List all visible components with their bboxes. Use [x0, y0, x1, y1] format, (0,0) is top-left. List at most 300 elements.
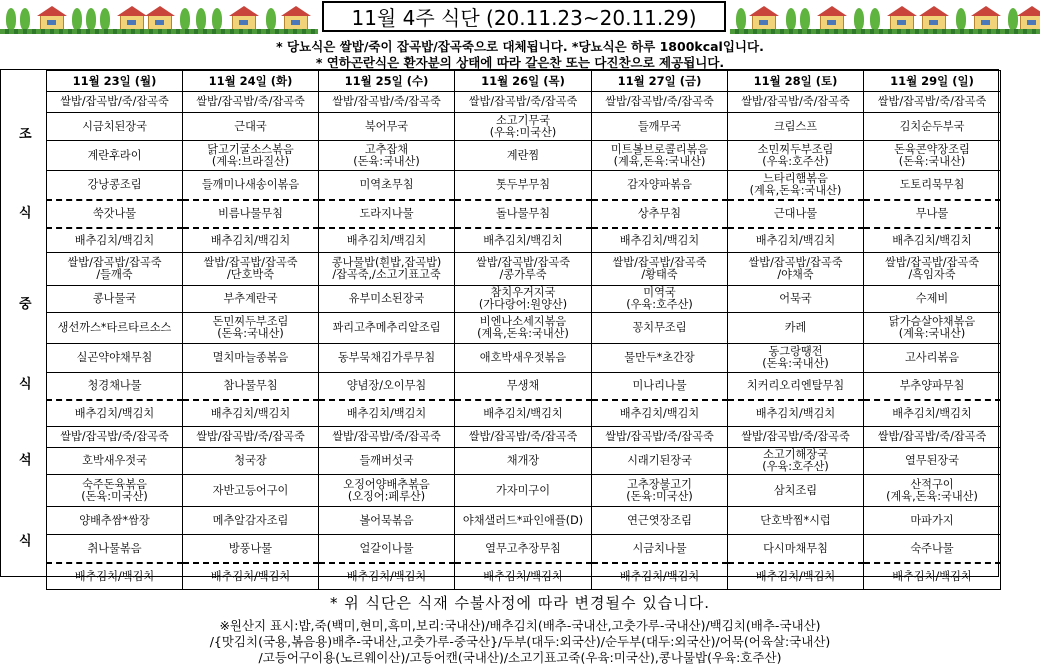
menu-item-text: 돈육콘약장조림 (돈육:국내산)	[894, 142, 970, 168]
tree-icon	[100, 8, 110, 30]
menu-item-text: 근대국	[234, 119, 267, 133]
menu-item-text: 자반고등어구이	[212, 483, 289, 497]
breakfast-row	[47, 171, 1001, 201]
menu-item-text: 마파가지	[910, 513, 954, 527]
menu-cell	[728, 507, 864, 535]
tree-icon	[266, 8, 276, 30]
menu-cell	[319, 535, 455, 564]
menu-item-text: 쌀밥/잡곡밥/잡곡죽 /콩가루죽	[476, 256, 570, 281]
menu-cell	[319, 448, 455, 475]
menu-cell	[183, 400, 319, 427]
meal-label-char: 조	[19, 127, 32, 142]
menu-item-text: 쌀밥/잡곡밥/죽/잡곡죽	[60, 95, 169, 108]
menu-item-text: 배추김치/백김치	[210, 569, 291, 583]
menu-item-text: 쑥갓나물	[92, 207, 137, 220]
menu-cell	[864, 286, 1001, 313]
menu-item-text: 쌀밥/잡곡밥/잡곡죽 /황태죽	[612, 256, 707, 281]
menu-item-text: 비엔나소세지볶음 (계육,돈육:국내산)	[477, 315, 569, 340]
menu-item-text: 산적구이 (계육,돈육:국내산)	[886, 477, 978, 503]
menu-cell	[319, 253, 455, 286]
menu-cell	[864, 141, 1001, 171]
breakfast-row	[47, 228, 1001, 253]
change-notice: * 위 식단은 식재 수불사정에 따라 변경될수 있습니다.	[330, 594, 710, 612]
menu-item-text: 양배추쌈*쌈장	[79, 513, 150, 527]
menu-cell	[183, 427, 319, 448]
menu-cell	[864, 563, 1001, 590]
menu-cell	[47, 448, 183, 475]
origin-line: ※원산지 표시:밥,죽(백미,현미,흑미,보리:국내산)/배추김치(배추-국내산,고춧가루-국내산)/백김치(배추-국내산)	[219, 618, 821, 633]
day-header: 11월 23일 (월)	[47, 71, 183, 92]
dinner-row	[47, 427, 1001, 448]
menu-cell	[728, 92, 864, 113]
menu-item-text: 다시마채무침	[763, 541, 828, 555]
menu-item-text: 수제비	[915, 292, 949, 305]
menu-cell	[183, 92, 319, 113]
menu-item-text: 쌀밥/잡곡밥/잡곡죽 /야채죽	[748, 256, 843, 281]
menu-cell	[864, 373, 1001, 401]
menu-item-text: 부추계란국	[223, 292, 278, 305]
menu-item-text: 동그랑땡전 (돈육:국내산)	[762, 345, 829, 370]
menu-cell	[592, 171, 728, 201]
menu-item-text: 참나물무침	[223, 379, 278, 392]
menu-item-text: 생선까스*타르타르소스	[57, 321, 172, 334]
menu-item-text: 닭고기굴소스볶음 (계육:브라질산)	[207, 142, 294, 168]
menu-cell	[728, 253, 864, 286]
menu-cell	[183, 535, 319, 564]
menu-cell	[319, 563, 455, 590]
menu-item-text: 볼어묵볶음	[359, 513, 414, 527]
menu-item-text: 느타리햄볶음 (계육,돈육:국내산)	[749, 172, 842, 197]
menu-cell	[728, 286, 864, 313]
menu-cell	[319, 344, 455, 373]
breakfast-row	[47, 92, 1001, 113]
menu-cell	[592, 253, 728, 286]
menu-item-text: 호박새우젓국	[82, 454, 147, 467]
menu-item-text: 크림스프	[773, 119, 818, 133]
menu-cell	[319, 113, 455, 141]
menu-item-text: 쌀밥/잡곡밥/잡곡죽 /들깨죽	[67, 256, 162, 281]
tree-icon	[854, 8, 864, 30]
menu-cell	[47, 535, 183, 564]
menu-item-text: 배추김치/백김치	[210, 233, 291, 247]
menu-item-text: 쌀밥/잡곡밥/죽/잡곡죽	[741, 95, 850, 108]
menu-cell	[592, 92, 728, 113]
menu-cell	[728, 427, 864, 448]
menu-cell	[592, 475, 728, 507]
menu-cell	[455, 475, 592, 507]
menu-cell	[728, 200, 864, 228]
menu-cell	[47, 373, 183, 401]
menu-cell	[47, 228, 183, 253]
menu-cell	[319, 200, 455, 228]
menu-item-text: 숙주나물	[910, 541, 954, 555]
menu-item-text: 도라지나물	[359, 207, 414, 220]
menu-cell	[592, 200, 728, 228]
menu-item-text: 배추김치/백김치	[74, 406, 155, 420]
tree-icon	[786, 8, 796, 30]
dinner-row	[47, 535, 1001, 564]
breakfast-row	[47, 141, 1001, 171]
lunch-label	[0, 250, 46, 418]
menu-item-text: 들깨무국	[637, 119, 682, 133]
menu-cell	[728, 448, 864, 475]
menu-cell	[455, 563, 592, 590]
tree-icon	[180, 8, 190, 30]
menu-item-text: 계란찜	[506, 148, 540, 162]
menu-item-text: 쌀밥/잡곡밥/죽/잡곡죽	[877, 430, 987, 443]
menu-item-text: 김치순두부국	[899, 119, 965, 133]
menu-item-text: 치커리오리엔탈무침	[746, 379, 845, 392]
menu-item-text: 배추김치/백김치	[619, 569, 700, 583]
menu-cell	[47, 92, 183, 113]
menu-cell	[864, 344, 1001, 373]
menu-cell	[455, 200, 592, 228]
menu-item-text: 계란후라이	[87, 148, 142, 162]
menu-item-text: 소민찌두부조림 (우육:호주산)	[757, 142, 834, 168]
menu-cell	[319, 400, 455, 427]
menu-cell	[592, 286, 728, 313]
menu-cell	[592, 427, 728, 448]
menu-item-text: 열무된장국	[904, 454, 960, 467]
menu-item-text: 배추김치/백김치	[755, 406, 836, 420]
menu-cell	[864, 313, 1001, 344]
menu-cell	[183, 448, 319, 475]
menu-cell	[183, 228, 319, 253]
menu-item-text: 유부미소된장국	[348, 292, 425, 305]
menu-cell	[183, 344, 319, 373]
menu-item-text: 배추김치/백김치	[755, 569, 836, 583]
menu-cell	[455, 171, 592, 201]
menu-cell	[728, 228, 864, 253]
menu-cell	[864, 427, 1001, 448]
menu-cell	[592, 507, 728, 535]
menu-item-text: 쌀밥/잡곡밥/잡곡죽 /흑임자죽	[885, 256, 979, 281]
menu-cell	[728, 171, 864, 201]
menu-item-text: 쌀밥/잡곡밥/죽/잡곡죽	[877, 95, 987, 108]
menu-cell	[728, 535, 864, 564]
menu-item-text: 단호박찜*시럽	[760, 513, 831, 527]
menu-item-text: 상추무침	[637, 207, 682, 220]
menu-item-text: 미역국 (우육:호주산)	[626, 286, 693, 311]
menu-cell	[864, 507, 1001, 535]
menu-cell	[455, 286, 592, 313]
menu-item-text: 콩나물국	[92, 292, 137, 305]
menu-cell	[183, 475, 319, 507]
menu-item-text: 물만두*초간장	[624, 351, 695, 364]
menu-item-text: 배추김치/백김치	[892, 233, 972, 247]
menu-cell	[864, 228, 1001, 253]
origin-line: /고등어구이용(노르웨이산)/고등어캔(국내산)/소고기표고죽(우육:미국산),콩나물밥(우육:호주산)	[258, 650, 782, 665]
menu-cell	[728, 113, 864, 141]
menu-item-text: 쌀밥/잡곡밥/죽/잡곡죽	[332, 95, 441, 108]
menu-item-text: 동부묵채김가루무침	[337, 351, 436, 364]
menu-cell	[319, 92, 455, 113]
menu-cell	[183, 141, 319, 171]
menu-cell	[864, 171, 1001, 201]
menu-item-text: 미트볼브로콜리볶음 (계육,돈육:국내산)	[610, 142, 709, 168]
menu-cell	[592, 400, 728, 427]
menu-cell	[183, 113, 319, 141]
tree-icon	[6, 8, 16, 30]
menu-item-text: 쌀밥/잡곡밥/죽/잡곡죽	[60, 430, 169, 443]
menu-item-text: 참치우거지국 (가다랑어:원양산)	[478, 286, 568, 311]
menu-item-text: 쌀밥/잡곡밥/죽/잡곡죽	[468, 95, 578, 108]
house-icon	[820, 15, 844, 30]
menu-item-text: 근대나물	[773, 207, 818, 220]
menu-cell	[319, 171, 455, 201]
menu-cell	[864, 92, 1001, 113]
menu-cell	[592, 563, 728, 590]
menu-item-text: 배추김치/백김치	[74, 569, 155, 583]
menu-item-text: 멸치마늘종볶음	[212, 351, 289, 364]
menu-item-text: 어묵국	[779, 292, 812, 305]
menu-cell	[47, 563, 183, 590]
menu-cell	[728, 563, 864, 590]
menu-item-text: 청경채나물	[87, 379, 142, 392]
header-decoration-right	[730, 0, 1040, 34]
menu-item-text: 쌀밥/잡곡밥/죽/잡곡죽	[741, 430, 850, 443]
menu-item-text: 들깨버섯국	[359, 454, 414, 467]
menu-cell	[47, 475, 183, 507]
menu-cell	[728, 141, 864, 171]
menu-cell	[864, 535, 1001, 564]
menu-item-text: 애호박새우젓볶음	[479, 351, 567, 364]
meal-label-char: 식	[19, 377, 32, 392]
tree-icon	[736, 8, 746, 30]
menu-item-text: 꽁치무조림	[632, 321, 687, 334]
menu-cell	[183, 200, 319, 228]
menu-item-text: 부추양파무침	[899, 379, 965, 392]
menu-item-text: 실곤약야채무침	[76, 351, 153, 364]
lunch-row	[47, 344, 1001, 373]
menu-item-text: 방풍나물	[228, 541, 273, 555]
header-decoration-left	[0, 0, 318, 34]
meal-label-char: 석	[19, 453, 32, 468]
menu-title: 11월 4주 식단 (20.11.23~20.11.29)	[322, 1, 726, 32]
lunch-row	[47, 313, 1001, 344]
menu-cell	[319, 373, 455, 401]
menu-item-text: 북어무국	[364, 119, 409, 133]
diabetes-notice: * 당뇨식은 쌀밥/죽이 잡곡밥/잡곡죽으로 대체됩니다. *당뇨식은 하루 1800kcal입니다.	[276, 39, 764, 54]
menu-item-text: 무나물	[915, 207, 949, 220]
house-icon	[974, 15, 998, 30]
day-header-row	[47, 71, 1001, 92]
menu-cell	[455, 253, 592, 286]
menu-cell	[319, 475, 455, 507]
menu-cell	[592, 535, 728, 564]
menu-item-text: 쌀밥/잡곡밥/죽/잡곡죽	[605, 95, 714, 108]
menu-cell	[455, 507, 592, 535]
menu-cell	[47, 286, 183, 313]
menu-item-text: 배추김치/백김치	[346, 233, 427, 247]
menu-cell	[183, 313, 319, 344]
menu-cell	[728, 400, 864, 427]
menu-item-text: 고사리볶음	[904, 351, 960, 364]
lunch-row	[47, 373, 1001, 401]
house-icon	[1020, 15, 1040, 30]
menu-item-text: 쌀밥/잡곡밥/죽/잡곡죽	[605, 430, 714, 443]
menu-cell	[319, 141, 455, 171]
menu-item-text: 톳두부무침	[495, 178, 551, 191]
menu-item-text: 미역초무침	[359, 178, 414, 191]
menu-item-text: 배추김치/백김치	[619, 233, 700, 247]
menu-item-text: 배추김치/백김치	[483, 569, 563, 583]
menu-item-text: 비름나물무침	[218, 207, 283, 220]
lunch-row	[47, 400, 1001, 427]
menu-item-text: 배추김치/백김치	[892, 569, 972, 583]
breakfast-row	[47, 113, 1001, 141]
menu-cell	[319, 313, 455, 344]
menu-cell	[592, 344, 728, 373]
menu-item-text: 취나물볶음	[87, 541, 142, 555]
menu-item-text: 감자양파볶음	[627, 178, 692, 191]
day-header: 11월 27일 (금)	[592, 71, 728, 92]
menu-cell	[592, 228, 728, 253]
lunch-row	[47, 253, 1001, 286]
menu-item-text: 미나리나물	[632, 379, 687, 392]
menu-item-text: 돌나물무침	[495, 207, 551, 220]
menu-cell	[183, 373, 319, 401]
menu-cell	[592, 141, 728, 171]
menu-cell	[47, 113, 183, 141]
weekly-menu-table	[46, 70, 1001, 590]
tree-icon	[212, 8, 222, 30]
menu-item-text: 닭가슴살야채볶음 (계육:국내산)	[888, 315, 976, 340]
menu-cell	[47, 427, 183, 448]
menu-cell	[455, 113, 592, 141]
menu-cell	[455, 344, 592, 373]
house-icon	[232, 15, 256, 30]
menu-cell	[455, 400, 592, 427]
lunch-row	[47, 286, 1001, 313]
menu-cell	[183, 253, 319, 286]
menu-item-text: 배추김치/백김치	[755, 233, 836, 247]
menu-item-text: 쌀밥/잡곡밥/죽/잡곡죽	[468, 430, 578, 443]
day-header: 11월 25일 (수)	[319, 71, 455, 92]
house-icon	[284, 15, 308, 30]
dinner-label	[0, 418, 46, 578]
tree-icon	[20, 8, 30, 30]
menu-cell	[319, 507, 455, 535]
menu-item-text: 꽈리고추메추리알조림	[332, 321, 441, 334]
menu-item-text: 얼갈이나물	[359, 541, 414, 555]
menu-item-text: 열무고추장무침	[485, 541, 561, 555]
menu-item-text: 쌀밥/잡곡밥/죽/잡곡죽	[196, 95, 305, 108]
dinner-row	[47, 475, 1001, 507]
menu-item-text: 들깨미나새송이볶음	[201, 178, 300, 191]
meal-label-char: 식	[19, 206, 32, 221]
menu-cell	[864, 200, 1001, 228]
menu-cell	[47, 253, 183, 286]
breakfast-label	[0, 90, 46, 250]
menu-cell	[728, 475, 864, 507]
menu-cell	[864, 475, 1001, 507]
house-icon	[752, 15, 776, 30]
menu-item-text: 야채샐러드*파인애플(D)	[462, 513, 584, 527]
menu-item-text: 연근엿장조림	[627, 513, 692, 527]
house-icon	[922, 15, 946, 30]
menu-cell	[47, 313, 183, 344]
tree-icon	[86, 8, 96, 30]
menu-cell	[183, 171, 319, 201]
menu-cell	[47, 344, 183, 373]
house-icon	[40, 15, 64, 30]
menu-item-text: 양념장/오이무침	[346, 379, 427, 392]
grass-strip	[730, 29, 1040, 34]
menu-item-text: 쌀밥/잡곡밥/잡곡죽 /단호박죽	[203, 256, 298, 281]
dinner-row	[47, 507, 1001, 535]
menu-item-text: 배추김치/백김치	[619, 406, 700, 420]
menu-cell	[319, 286, 455, 313]
menu-item-text: 가자미구이	[495, 483, 551, 497]
house-icon	[148, 15, 172, 30]
grass-strip	[0, 29, 318, 34]
menu-item-text: 소고기해장국 (우육:호주산)	[762, 448, 829, 473]
menu-cell	[728, 344, 864, 373]
menu-cell	[864, 400, 1001, 427]
day-header: 11월 26일 (목)	[455, 71, 592, 92]
tree-icon	[72, 8, 82, 30]
menu-cell	[728, 373, 864, 401]
menu-item-text: 쌀밥/잡곡밥/죽/잡곡죽	[332, 430, 441, 443]
menu-item-text: 시래기된장국	[627, 454, 692, 467]
menu-cell	[183, 507, 319, 535]
menu-item-text: 채개장	[506, 454, 540, 467]
menu-item-text: 도토리묵무침	[899, 178, 965, 191]
menu-cell	[455, 427, 592, 448]
menu-item-text: 고추잡채 (돈육:국내산)	[353, 142, 420, 168]
menu-item-text: 콩나물밥(흰밥,잡곡밥) /잡곡죽,/소고기표고죽	[331, 256, 442, 281]
menu-cell	[47, 507, 183, 535]
dinner-row	[47, 448, 1001, 475]
menu-cell	[455, 92, 592, 113]
meal-label-char: 식	[19, 534, 32, 549]
day-header: 11월 29일 (일)	[864, 71, 1001, 92]
menu-item-text: 고추장불고기 (돈육:미국산)	[626, 477, 693, 503]
menu-cell	[319, 228, 455, 253]
menu-cell	[592, 448, 728, 475]
menu-item-text: 쌀밥/잡곡밥/죽/잡곡죽	[196, 430, 305, 443]
dinner-row	[47, 563, 1001, 590]
origin-line: /{맛김치(국용,볶음용)배추-국내산,고춧가루-중국산}/두부(대두:외국산)/순두부(대두:외국산)/어묵(어육살:국내산)	[209, 634, 831, 649]
tree-icon	[956, 8, 966, 30]
menu-item-text: 배추김치/백김치	[892, 406, 972, 420]
menu-cell	[455, 535, 592, 564]
menu-item-text: 배추김치/백김치	[483, 406, 563, 420]
house-icon	[120, 15, 144, 30]
menu-cell	[455, 448, 592, 475]
menu-cell	[47, 141, 183, 171]
menu-cell	[47, 171, 183, 201]
menu-item-text: 카레	[784, 321, 807, 334]
tree-icon	[196, 8, 206, 30]
menu-cell	[47, 400, 183, 427]
menu-item-text: 돈민찌두부조림 (돈육:국내산)	[212, 315, 289, 340]
menu-item-text: 강낭콩조림	[87, 178, 142, 191]
menu-item-text: 무생채	[506, 379, 540, 392]
meal-label-char: 중	[19, 297, 32, 312]
menu-item-text: 메추알감자조림	[212, 513, 289, 527]
menu-item-text: 소고기무국 (우육:미국산)	[489, 113, 557, 139]
menu-cell	[183, 286, 319, 313]
tree-icon	[870, 8, 880, 30]
menu-item-text: 삼치조림	[773, 483, 818, 497]
menu-item-text: 배추김치/백김치	[346, 569, 427, 583]
dysphagia-notice: * 연하곤란식은 환자분의 상태에 따라 갈은찬 또는 다진찬으로 제공됩니다.	[315, 55, 725, 70]
menu-item-text: 청국장	[234, 454, 267, 467]
menu-cell	[728, 313, 864, 344]
menu-item-text: 오징어양배추볶음 (오징어:페루산)	[343, 477, 430, 503]
